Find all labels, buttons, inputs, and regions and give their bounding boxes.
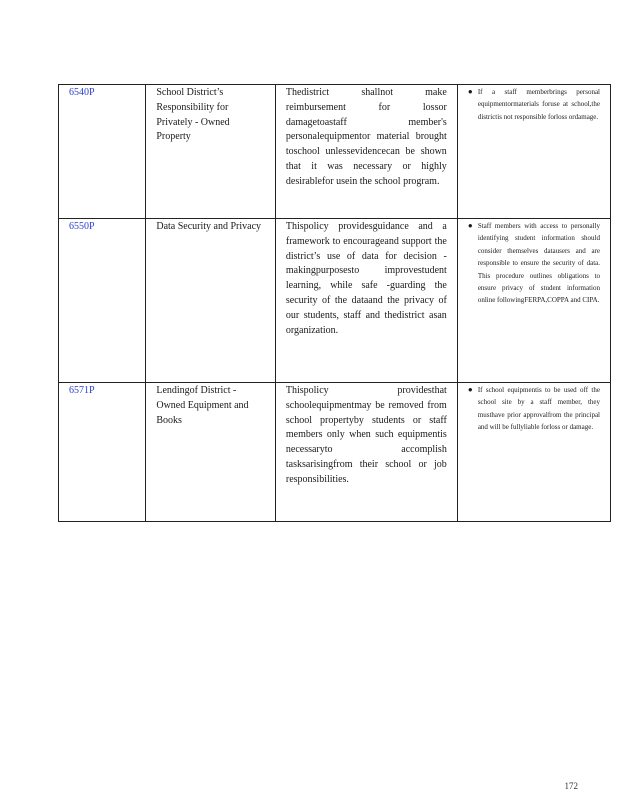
bullet-icon: ● (467, 87, 473, 96)
bullet-icon: ● (467, 385, 473, 394)
policy-note-item (468, 86, 600, 123)
policy-description-cell (275, 219, 457, 383)
policy-title: School District’s Responsibility for Privately - Owned Property (156, 87, 230, 143)
policy-description: Thedistrict shallnot make reimbursement for lossor damagetoastaff member's personalequipmentor material brought toschool unlessevidencecan be shown that it was necessary or highly desirablefor usein the school program. (285, 87, 447, 187)
policy-note-text: Staff members with access to personally identifying student information should consider themselves datausers and are responsible to ensure the security of data. This procedure outlines obligations to ensure privacy of student information online followingFERPA,COPPA and CIPA. (477, 222, 600, 305)
policy-title: Data Security and Privacy (156, 221, 262, 232)
policy-table (58, 84, 611, 522)
policy-title: Lendingof District - Owned Equipment and Books (156, 385, 249, 426)
policy-title-cell (146, 383, 276, 522)
policy-notes-cell (457, 85, 610, 219)
policy-note-item (468, 384, 600, 434)
bullet-icon: ● (467, 221, 473, 230)
policy-notes-cell (457, 219, 610, 383)
policy-note-item (468, 220, 600, 307)
policy-notes-list (468, 384, 600, 434)
policy-code-cell (59, 85, 146, 219)
policy-notes-list (468, 220, 600, 307)
page-number: 172 (564, 781, 578, 791)
policy-title-cell (146, 219, 276, 383)
policy-code-link[interactable]: 6540P (69, 87, 95, 98)
policy-code-cell (59, 219, 146, 383)
policy-title-cell (146, 85, 276, 219)
policy-code-link[interactable]: 6571P (69, 385, 95, 396)
policy-note-text: If a staff memberbrings personal equipmentormaterials foruse at school,the districtis not responsible forloss ordamage. (477, 88, 600, 121)
policy-code-cell (59, 383, 146, 522)
policy-description: Thispolicy providesguidance and a framework to encourageand support the district’s use of data for decision -makingpurposesto improvestudent learning, while safe -guarding the security of the dataand the privacy of our students, staff and thedistrict asan organization. (285, 221, 447, 336)
policy-row (59, 219, 611, 383)
policy-note-text: If school equipmentis to be used off the school site by a staff member, they musthave prior approvalfrom the principal and will be fullyliable forloss or damage. (477, 386, 600, 432)
policy-description-cell (275, 85, 457, 219)
policy-row (59, 383, 611, 522)
policy-notes-list (468, 86, 600, 123)
policy-notes-cell (457, 383, 610, 522)
policy-description: Thispolicy providesthat schoolequipmentmay be removed from school propertyby students or staff members only when such equipmentis necessaryto accomplish tasksarisingfrom their school or job responsibilities. (285, 385, 447, 485)
policy-code-link[interactable]: 6550P (69, 221, 95, 232)
policy-row (59, 85, 611, 219)
policy-description-cell (275, 383, 457, 522)
